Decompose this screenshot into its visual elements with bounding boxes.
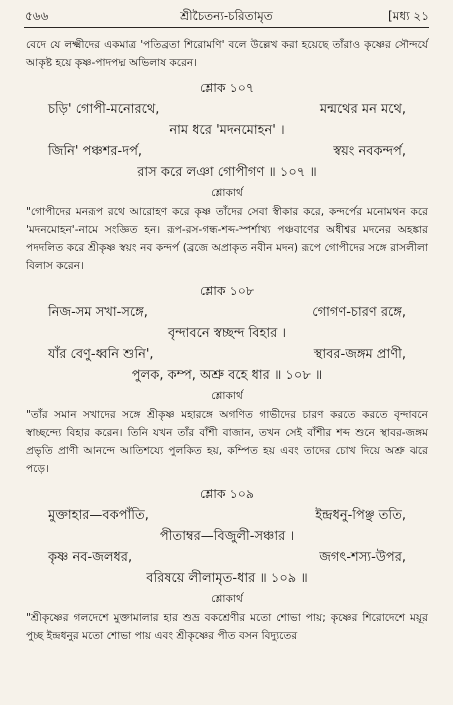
page-number: ৫৬৬ (25, 9, 49, 23)
translation-paragraph: "গোপীদের মনরূপ রথে আরোহণ করে কৃষ্ণ তাঁদের সেবা স্বীকার করে, কন্দর্পের মনোমথন করে 'মদনমোহন'-নামে সংজ্ঞিত হন। রূপ-রস-গন্ধ-শব্দ-স্পর্শাখ্য পঞ্চবাণের অধীশ্বর মদনের অহঙ্কার পদদলিত করে শ্রীকৃষ্ণ স্বয়ং নব কন্দর্প (ব্রজে অপ্রাকৃত নবীন মদন) রূপে গোপীদের সঙ্গে রাসলীলা বিলাস করেন। (26, 206, 428, 272)
verse-line-2-text: নাম ধরে 'মদনমোহন' । (169, 123, 285, 138)
verse-line-1 (26, 505, 428, 526)
verse-number: শ্লোক ১০৯ (200, 486, 254, 501)
verse-number: শ্লোক ১০৮ (200, 283, 254, 298)
book-title: শ্রীচৈতন্য-চরিতামৃত (180, 9, 273, 23)
verse-line-3 (26, 141, 428, 162)
verse-line-3 (26, 344, 428, 365)
verse-line-3a: কৃষ্ণ নব-জলধর, (48, 550, 133, 565)
verse-number: শ্লোক ১০৭ (200, 80, 254, 95)
translation-heading: শ্লোকার্থ (211, 593, 243, 605)
verse-line-4-text: পুলক, কম্প, অশ্রু বহে ধার ॥ ১০৮ ॥ (131, 368, 323, 383)
verse-line-1b: গোগণ-চারণ রঙ্গে, (312, 305, 406, 320)
running-header (0, 6, 453, 28)
continued-paragraph: বেদে যে লক্ষ্মীদের একমাত্র 'পতিব্রতা শিরোমণি' বলে উল্লেখ করা হয়েছে তাঁরাও কৃষ্ণের সৌন্দর্যে আকৃষ্ট হয়ে কৃষ্ণ-পাদপদ্ম অভিলাষ করেন। (26, 39, 428, 69)
header-rule (24, 27, 429, 28)
verse-line-4 (26, 365, 428, 386)
verse-line-1a: নিজ-সম সখা-সঙ্গে, (48, 305, 148, 320)
verse-line-1a: চড়ি' গোপী-মনোরথে, (48, 102, 160, 117)
verse-line-4 (26, 568, 428, 589)
page-body (26, 36, 428, 645)
verse-line-1 (26, 302, 428, 323)
verse-line-2-text: পীতাম্বর—বিজুলী-সঞ্চার । (159, 529, 295, 544)
translation-heading: শ্লোকার্থ (211, 390, 243, 402)
verse-line-2-text: বৃন্দাবনে স্বচ্ছন্দ বিহার । (167, 326, 287, 341)
verse-line-4-text: রাস করে লঞা গোপীগণ ॥ ১০৭ ॥ (137, 165, 317, 180)
verse-line-2 (26, 526, 428, 547)
verse-109 (26, 485, 428, 645)
verse-line-1a: মুক্তাহার—বকপাঁতি, (48, 508, 149, 523)
translation-paragraph: "তাঁর সমান সখাদের সঙ্গে শ্রীকৃষ্ণ মহারঙ্গে অগণিত গাভীদের চারণ করতে করতে বৃন্দাবনে স্বাচ্ছন্দ্যে বিহার করেন। তিনি যখন তাঁর বাঁশী বাজান, তখন সেই বাঁশীর শব্দ শুনে স্থাবর-জঙ্গম প্রভৃতি প্রাণী আনন্দে আতিশয্যে পুলকিত হয়, কম্পিত হয় এবং তাদের চোখ দিয়ে অশ্রু ঝরে পড়ে। (26, 409, 428, 475)
verse-line-2 (26, 323, 428, 344)
verse-line-4-text: বরিষয়ে লীলামৃত-ধার ॥ ১০৯ ॥ (146, 571, 308, 586)
verse-107 (26, 79, 428, 275)
verse-line-1b: ইন্দ্রধনু-পিঞ্ছ ততি, (315, 508, 406, 523)
verse-line-1b: মন্মথের মন মথে, (319, 102, 406, 117)
verse-line-3a: যাঁর বেণু-ধ্বনি শুনি', (48, 347, 154, 362)
verse-line-4 (26, 162, 428, 183)
chapter-reference: [মধ্য ২১ (388, 9, 429, 23)
verse-line-3a: জিনি' পঞ্চশর-দর্প, (48, 144, 143, 159)
verse-line-3 (26, 547, 428, 568)
verse-line-3b: স্বয়ং নবকন্দর্প, (333, 144, 406, 159)
translation-heading: শ্লোকার্থ (211, 187, 243, 199)
verse-line-3b: জগৎ-শস্য-উপর, (319, 550, 406, 565)
verse-line-1 (26, 99, 428, 120)
verse-line-2 (26, 120, 428, 141)
verse-line-3b: স্থাবর-জঙ্গম প্রাণী, (313, 347, 406, 362)
translation-paragraph: "শ্রীকৃষ্ণের গলদেশে মুক্তামালার হার শুভ্র বকশ্রেণীর মতো শোভা পায়; কৃষ্ণের শিরোদেশে ময়ূর পুচ্ছ ইন্দ্রধনুর মতো শোভা পায় এবং শ্রীকৃষ্ণের পীত বসন বিদ্যুতের (26, 612, 428, 642)
verse-108 (26, 282, 428, 478)
